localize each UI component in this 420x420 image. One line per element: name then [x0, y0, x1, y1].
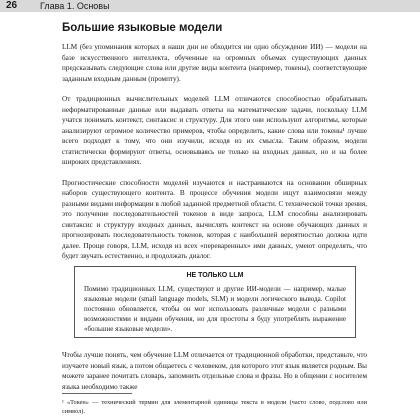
body-text — [62, 42, 367, 272]
sidebar-box — [74, 266, 356, 338]
paragraph: LLM (без упоминания которых в наши дни не обходится ни одно обсуждение ИИ) — модели на базе искусственного интеллекта, обученные на огромных объемах существующих данных предсказывать следующие слова или другие виды контента (например, токены), соответствующие заданным входным данным (промпту). — [62, 43, 367, 83]
sidebar-title: НЕ ТОЛЬКО LLM — [186, 272, 244, 279]
body-text-continued — [62, 350, 367, 392]
running-header — [0, 0, 420, 12]
footnote: ¹ «Токен» — технический термин для элементарной единицы текста в модели (часто слово, подслово или символ). — [62, 399, 367, 415]
section-title: Большие языковые модели — [62, 22, 223, 34]
footnote-divider — [62, 393, 132, 394]
paragraph: Чтобы лучше понять, чем обучение LLM отличается от традиционной обработки, представьте, что изучаете новый язык, а потом общаетесь с человеком, для которого этот язык является родным. Вы можете заранее почитать словарь, запомнить отдельные слова и фразы. Но в общении с носителем языка необходимо также — [62, 351, 367, 391]
chapter-title: Глава 1. Основы — [40, 1, 110, 11]
paragraph: Прогностические способности моделей изучаются и настраиваются на основании обширных наборов существующего контента. В процессе обучения модели ищут взаимосвязи между разными видами информации в любой заданной предметной области. С технической точки зрения, это получение последовательностей токенов в виде запроса, LLM способны анализировать синтаксис и структуру входных данных, вычислять контекст на основе обучающих данных и прогнозировать последовательность токенов, которая с наибольшей вероятностью должна идти далее. Проще говоря, LLM, исходя из всех «переваренных» ими данных, умеют определять, что будет звучать естественно, и продолжать диалог. — [62, 178, 367, 260]
paragraph: От традиционных вычислительных моделей LLM отличаются способностью обрабатывать неформатированные данные или выдавать ответы на математические задачи, поскольку LLM учатся понимать контекст, синтаксис и структуру. Для этого они используют алгоритмы, которые анализируют огромное количество примеров, чтобы определить, какие слова или токены¹ лучше всего подходят к тому, что они изучили, исходя из их смысла. Таким образом, модели статистически формируют ответы, основываясь не только на входных данных, но и на более широких представлениях. — [62, 95, 367, 166]
sidebar-text: Помимо традиционных LLM, существуют и другие ИИ-модели — например, малые языковые модели (small language models, SLM) и модели логического вывода. Copilot постоянно обновляется, чтобы он мог использовать различные модели с разными возможностями и видами обучения, но для простоты я буду употреблять выражение «большие языковые модели». — [84, 285, 346, 333]
page-number: 26 — [6, 0, 18, 11]
